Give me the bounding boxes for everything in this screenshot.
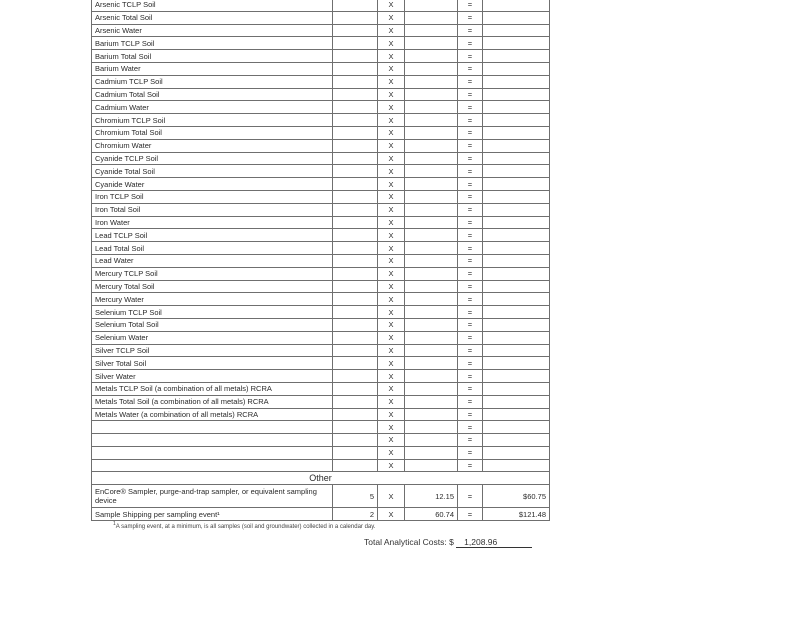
cell-name: Arsenic Water (92, 24, 333, 37)
cell-line-total (483, 139, 550, 152)
cell-name (92, 459, 333, 472)
cell-equals-sign: = (458, 101, 483, 114)
cell-equals-sign: = (458, 37, 483, 50)
cell-name: Barium Water (92, 62, 333, 75)
cell-quantity (333, 459, 378, 472)
cell-multiply-sign: X (378, 190, 405, 203)
analytical-cost-table (91, 0, 550, 521)
cell-quantity (333, 114, 378, 127)
cell-quantity (333, 165, 378, 178)
cell-quantity (333, 190, 378, 203)
cell-line-total (483, 11, 550, 24)
cell-multiply-sign: X (378, 178, 405, 191)
cell-unit-cost (405, 229, 458, 242)
cell-unit-cost (405, 434, 458, 447)
cell-equals-sign: = (458, 370, 483, 383)
cell-line-total (483, 267, 550, 280)
cell-quantity (333, 344, 378, 357)
cell-name: Lead Water (92, 254, 333, 267)
cell-unit-cost (405, 318, 458, 331)
cell-multiply-sign: X (378, 101, 405, 114)
table-row (92, 62, 550, 75)
cell-multiply-sign: X (378, 280, 405, 293)
cell-quantity: 5 (333, 485, 378, 508)
cell-equals-sign: = (458, 126, 483, 139)
cell-quantity (333, 408, 378, 421)
cell-equals-sign: = (458, 485, 483, 508)
cell-name: Iron TCLP Soil (92, 190, 333, 203)
table-row (92, 254, 550, 267)
cell-multiply-sign: X (378, 37, 405, 50)
cell-name: Arsenic TCLP Soil (92, 0, 333, 11)
table-row (92, 459, 550, 472)
cell-multiply-sign: X (378, 242, 405, 255)
cell-name: Cyanide Total Soil (92, 165, 333, 178)
cell-unit-cost (405, 254, 458, 267)
total-label: Total Analytical Costs: (364, 537, 447, 547)
cell-unit-cost (405, 75, 458, 88)
cell-multiply-sign: X (378, 344, 405, 357)
cell-unit-cost (405, 24, 458, 37)
cell-unit-cost (405, 37, 458, 50)
table-row (92, 114, 550, 127)
cell-equals-sign: = (458, 395, 483, 408)
cell-line-total (483, 242, 550, 255)
cell-name: Arsenic Total Soil (92, 11, 333, 24)
cell-equals-sign: = (458, 229, 483, 242)
table-row (92, 11, 550, 24)
cell-quantity (333, 139, 378, 152)
cell-equals-sign: = (458, 508, 483, 521)
table-row (92, 242, 550, 255)
cell-unit-cost (405, 126, 458, 139)
cell-equals-sign: = (458, 446, 483, 459)
cell-line-total (483, 331, 550, 344)
cell-unit-cost (405, 306, 458, 319)
table-row (92, 88, 550, 101)
cell-line-total (483, 306, 550, 319)
cell-multiply-sign: X (378, 114, 405, 127)
cell-line-total (483, 75, 550, 88)
cell-equals-sign: = (458, 50, 483, 63)
cell-equals-sign: = (458, 267, 483, 280)
cell-unit-cost (405, 216, 458, 229)
cell-name: Cadmium TCLP Soil (92, 75, 333, 88)
cell-quantity (333, 318, 378, 331)
cell-unit-cost (405, 357, 458, 370)
table-row (92, 446, 550, 459)
cell-quantity (333, 382, 378, 395)
table-row (92, 408, 550, 421)
cell-equals-sign: = (458, 242, 483, 255)
cell-unit-cost (405, 280, 458, 293)
cell-unit-cost (405, 152, 458, 165)
table-row (92, 0, 550, 11)
cell-equals-sign: = (458, 459, 483, 472)
cell-name (92, 434, 333, 447)
cell-line-total (483, 254, 550, 267)
cell-equals-sign: = (458, 190, 483, 203)
table-row (92, 152, 550, 165)
cell-quantity (333, 37, 378, 50)
cell-unit-cost (405, 178, 458, 191)
cell-unit-cost (405, 293, 458, 306)
cell-line-total (483, 459, 550, 472)
cell-quantity (333, 395, 378, 408)
cell-equals-sign: = (458, 75, 483, 88)
cell-quantity (333, 0, 378, 11)
cell-multiply-sign: X (378, 11, 405, 24)
cell-name: Selenium Total Soil (92, 318, 333, 331)
cell-unit-cost (405, 203, 458, 216)
cell-unit-cost (405, 408, 458, 421)
cell-quantity (333, 267, 378, 280)
cell-line-total (483, 408, 550, 421)
cell-multiply-sign: X (378, 331, 405, 344)
cell-multiply-sign: X (378, 165, 405, 178)
cell-equals-sign: = (458, 165, 483, 178)
cell-line-total (483, 446, 550, 459)
cell-unit-cost (405, 382, 458, 395)
cell-equals-sign: = (458, 382, 483, 395)
footnote (113, 521, 375, 530)
cell-quantity (333, 101, 378, 114)
cell-name: Lead TCLP Soil (92, 229, 333, 242)
cell-equals-sign: = (458, 280, 483, 293)
cell-name: Mercury Total Soil (92, 280, 333, 293)
cell-unit-cost (405, 190, 458, 203)
cell-unit-cost (405, 88, 458, 101)
cell-equals-sign: = (458, 344, 483, 357)
cell-name: Cyanide Water (92, 178, 333, 191)
cell-quantity (333, 152, 378, 165)
cell-name: Chromium Total Soil (92, 126, 333, 139)
cell-equals-sign: = (458, 152, 483, 165)
cell-line-total (483, 382, 550, 395)
cell-multiply-sign: X (378, 88, 405, 101)
cell-equals-sign: = (458, 203, 483, 216)
cell-multiply-sign: X (378, 434, 405, 447)
table-row (92, 24, 550, 37)
cell-line-total (483, 126, 550, 139)
table-row (92, 421, 550, 434)
other-section-heading: Other (92, 472, 550, 485)
cell-name: Chromium TCLP Soil (92, 114, 333, 127)
cell-line-total (483, 101, 550, 114)
cell-name: Metals Total Soil (a combination of all metals) RCRA (92, 395, 333, 408)
cell-equals-sign: = (458, 331, 483, 344)
cell-equals-sign: = (458, 216, 483, 229)
cell-unit-cost: 12.15 (405, 485, 458, 508)
cell-line-total (483, 357, 550, 370)
cell-multiply-sign: X (378, 267, 405, 280)
cell-line-total (483, 318, 550, 331)
cell-name (92, 421, 333, 434)
cell-quantity (333, 254, 378, 267)
cell-unit-cost (405, 101, 458, 114)
cell-name: Lead Total Soil (92, 242, 333, 255)
cell-quantity (333, 216, 378, 229)
cell-equals-sign: = (458, 293, 483, 306)
cell-multiply-sign: X (378, 508, 405, 521)
cell-unit-cost (405, 421, 458, 434)
table-row (92, 178, 550, 191)
cell-quantity (333, 446, 378, 459)
cell-unit-cost (405, 11, 458, 24)
table-row (92, 190, 550, 203)
cell-multiply-sign: X (378, 0, 405, 11)
cell-multiply-sign: X (378, 126, 405, 139)
cell-line-total (483, 50, 550, 63)
cell-quantity (333, 293, 378, 306)
cell-multiply-sign: X (378, 62, 405, 75)
other-section-heading-row (92, 472, 550, 485)
cell-multiply-sign: X (378, 421, 405, 434)
cell-line-total (483, 344, 550, 357)
cell-unit-cost (405, 165, 458, 178)
cell-equals-sign: = (458, 357, 483, 370)
table-row (92, 382, 550, 395)
cell-name: Silver TCLP Soil (92, 344, 333, 357)
cell-line-total (483, 37, 550, 50)
cell-line-total (483, 190, 550, 203)
cell-name: Mercury Water (92, 293, 333, 306)
cell-line-total: $60.75 (483, 485, 550, 508)
table-row (92, 203, 550, 216)
cell-unit-cost: 60.74 (405, 508, 458, 521)
cell-multiply-sign: X (378, 357, 405, 370)
cell-equals-sign: = (458, 408, 483, 421)
table-row (92, 139, 550, 152)
cell-equals-sign: = (458, 254, 483, 267)
cell-equals-sign: = (458, 306, 483, 319)
cell-name: Selenium TCLP Soil (92, 306, 333, 319)
cell-quantity (333, 178, 378, 191)
cell-unit-cost (405, 331, 458, 344)
cell-quantity (333, 203, 378, 216)
table-row (92, 280, 550, 293)
cell-name: Iron Total Soil (92, 203, 333, 216)
cell-unit-cost (405, 459, 458, 472)
cell-equals-sign: = (458, 0, 483, 11)
cell-equals-sign: = (458, 62, 483, 75)
cell-line-total (483, 165, 550, 178)
cell-name: Barium TCLP Soil (92, 37, 333, 50)
cell-line-total (483, 0, 550, 11)
table-row (92, 50, 550, 63)
cell-equals-sign: = (458, 139, 483, 152)
cell-quantity (333, 306, 378, 319)
table-row (92, 485, 550, 508)
cell-quantity (333, 370, 378, 383)
cell-unit-cost (405, 446, 458, 459)
cell-line-total (483, 114, 550, 127)
table-row (92, 357, 550, 370)
table-row (92, 306, 550, 319)
cell-equals-sign: = (458, 11, 483, 24)
cell-name: Metals TCLP Soil (a combination of all metals) RCRA (92, 382, 333, 395)
cell-multiply-sign: X (378, 152, 405, 165)
cell-line-total (483, 421, 550, 434)
table-row (92, 267, 550, 280)
cell-multiply-sign: X (378, 318, 405, 331)
cell-name: Sample Shipping per sampling event¹ (92, 508, 333, 521)
cell-unit-cost (405, 370, 458, 383)
cell-multiply-sign: X (378, 306, 405, 319)
cell-line-total (483, 24, 550, 37)
cell-multiply-sign: X (378, 395, 405, 408)
cell-name: Cyanide TCLP Soil (92, 152, 333, 165)
cell-equals-sign: = (458, 421, 483, 434)
cell-multiply-sign: X (378, 216, 405, 229)
cell-multiply-sign: X (378, 229, 405, 242)
cell-quantity: 2 (333, 508, 378, 521)
table-row (92, 126, 550, 139)
cell-name (92, 446, 333, 459)
cell-line-total: $121.48 (483, 508, 550, 521)
cell-quantity (333, 62, 378, 75)
cell-name: Mercury TCLP Soil (92, 267, 333, 280)
cell-line-total (483, 395, 550, 408)
table-row (92, 101, 550, 114)
cell-quantity (333, 24, 378, 37)
table-row (92, 331, 550, 344)
cell-quantity (333, 421, 378, 434)
table-row (92, 37, 550, 50)
cell-line-total (483, 293, 550, 306)
table-row (92, 293, 550, 306)
cell-line-total (483, 280, 550, 293)
cell-equals-sign: = (458, 88, 483, 101)
cell-unit-cost (405, 114, 458, 127)
cell-line-total (483, 216, 550, 229)
cell-quantity (333, 434, 378, 447)
cell-quantity (333, 75, 378, 88)
cell-multiply-sign: X (378, 24, 405, 37)
cell-multiply-sign: X (378, 408, 405, 421)
table-row (92, 434, 550, 447)
cell-name: Silver Water (92, 370, 333, 383)
cell-unit-cost (405, 62, 458, 75)
cell-quantity (333, 11, 378, 24)
cell-line-total (483, 152, 550, 165)
total-analytical-costs (364, 537, 532, 548)
cell-line-total (483, 434, 550, 447)
table-row (92, 75, 550, 88)
cell-multiply-sign: X (378, 382, 405, 395)
cell-quantity (333, 50, 378, 63)
total-value: 1,208.96 (456, 537, 532, 548)
cell-multiply-sign: X (378, 370, 405, 383)
table-row (92, 165, 550, 178)
cell-quantity (333, 280, 378, 293)
cell-multiply-sign: X (378, 50, 405, 63)
cell-quantity (333, 331, 378, 344)
table-row (92, 229, 550, 242)
cell-unit-cost (405, 139, 458, 152)
cell-equals-sign: = (458, 24, 483, 37)
cell-unit-cost (405, 267, 458, 280)
cell-name: Silver Total Soil (92, 357, 333, 370)
cell-name: Chromium Water (92, 139, 333, 152)
cell-equals-sign: = (458, 114, 483, 127)
cell-line-total (483, 370, 550, 383)
table-row (92, 395, 550, 408)
cell-line-total (483, 178, 550, 191)
footnote-text: A sampling event, at a minimum, is all samples (soil and groundwater) collected in a calendar day. (115, 524, 376, 530)
cell-name: Iron Water (92, 216, 333, 229)
cell-unit-cost (405, 50, 458, 63)
cost-table-sheet (91, 0, 549, 521)
cell-line-total (483, 203, 550, 216)
cell-name: Cadmium Total Soil (92, 88, 333, 101)
cell-multiply-sign: X (378, 293, 405, 306)
cell-line-total (483, 62, 550, 75)
cell-name: Metals Water (a combination of all metals) RCRA (92, 408, 333, 421)
cell-quantity (333, 242, 378, 255)
total-currency: $ (449, 537, 454, 547)
table-row (92, 216, 550, 229)
table-row (92, 318, 550, 331)
table-row (92, 370, 550, 383)
cell-unit-cost (405, 0, 458, 11)
cell-line-total (483, 88, 550, 101)
cell-equals-sign: = (458, 318, 483, 331)
table-row (92, 344, 550, 357)
cell-quantity (333, 357, 378, 370)
cell-unit-cost (405, 344, 458, 357)
cell-line-total (483, 229, 550, 242)
cell-quantity (333, 126, 378, 139)
cell-equals-sign: = (458, 434, 483, 447)
footnote-marker: 1 (113, 521, 116, 527)
cell-name: Selenium Water (92, 331, 333, 344)
cell-unit-cost (405, 395, 458, 408)
cell-quantity (333, 88, 378, 101)
cell-multiply-sign: X (378, 203, 405, 216)
cell-multiply-sign: X (378, 75, 405, 88)
cell-multiply-sign: X (378, 485, 405, 508)
cell-multiply-sign: X (378, 459, 405, 472)
cell-equals-sign: = (458, 178, 483, 191)
cell-multiply-sign: X (378, 446, 405, 459)
cell-name: Cadmium Water (92, 101, 333, 114)
cell-quantity (333, 229, 378, 242)
cell-unit-cost (405, 242, 458, 255)
cell-multiply-sign: X (378, 254, 405, 267)
cell-name: Barium Total Soil (92, 50, 333, 63)
cell-multiply-sign: X (378, 139, 405, 152)
cell-name: EnCore® Sampler, purge-and-trap sampler, or equivalent sampling device (92, 485, 333, 508)
table-row (92, 508, 550, 521)
